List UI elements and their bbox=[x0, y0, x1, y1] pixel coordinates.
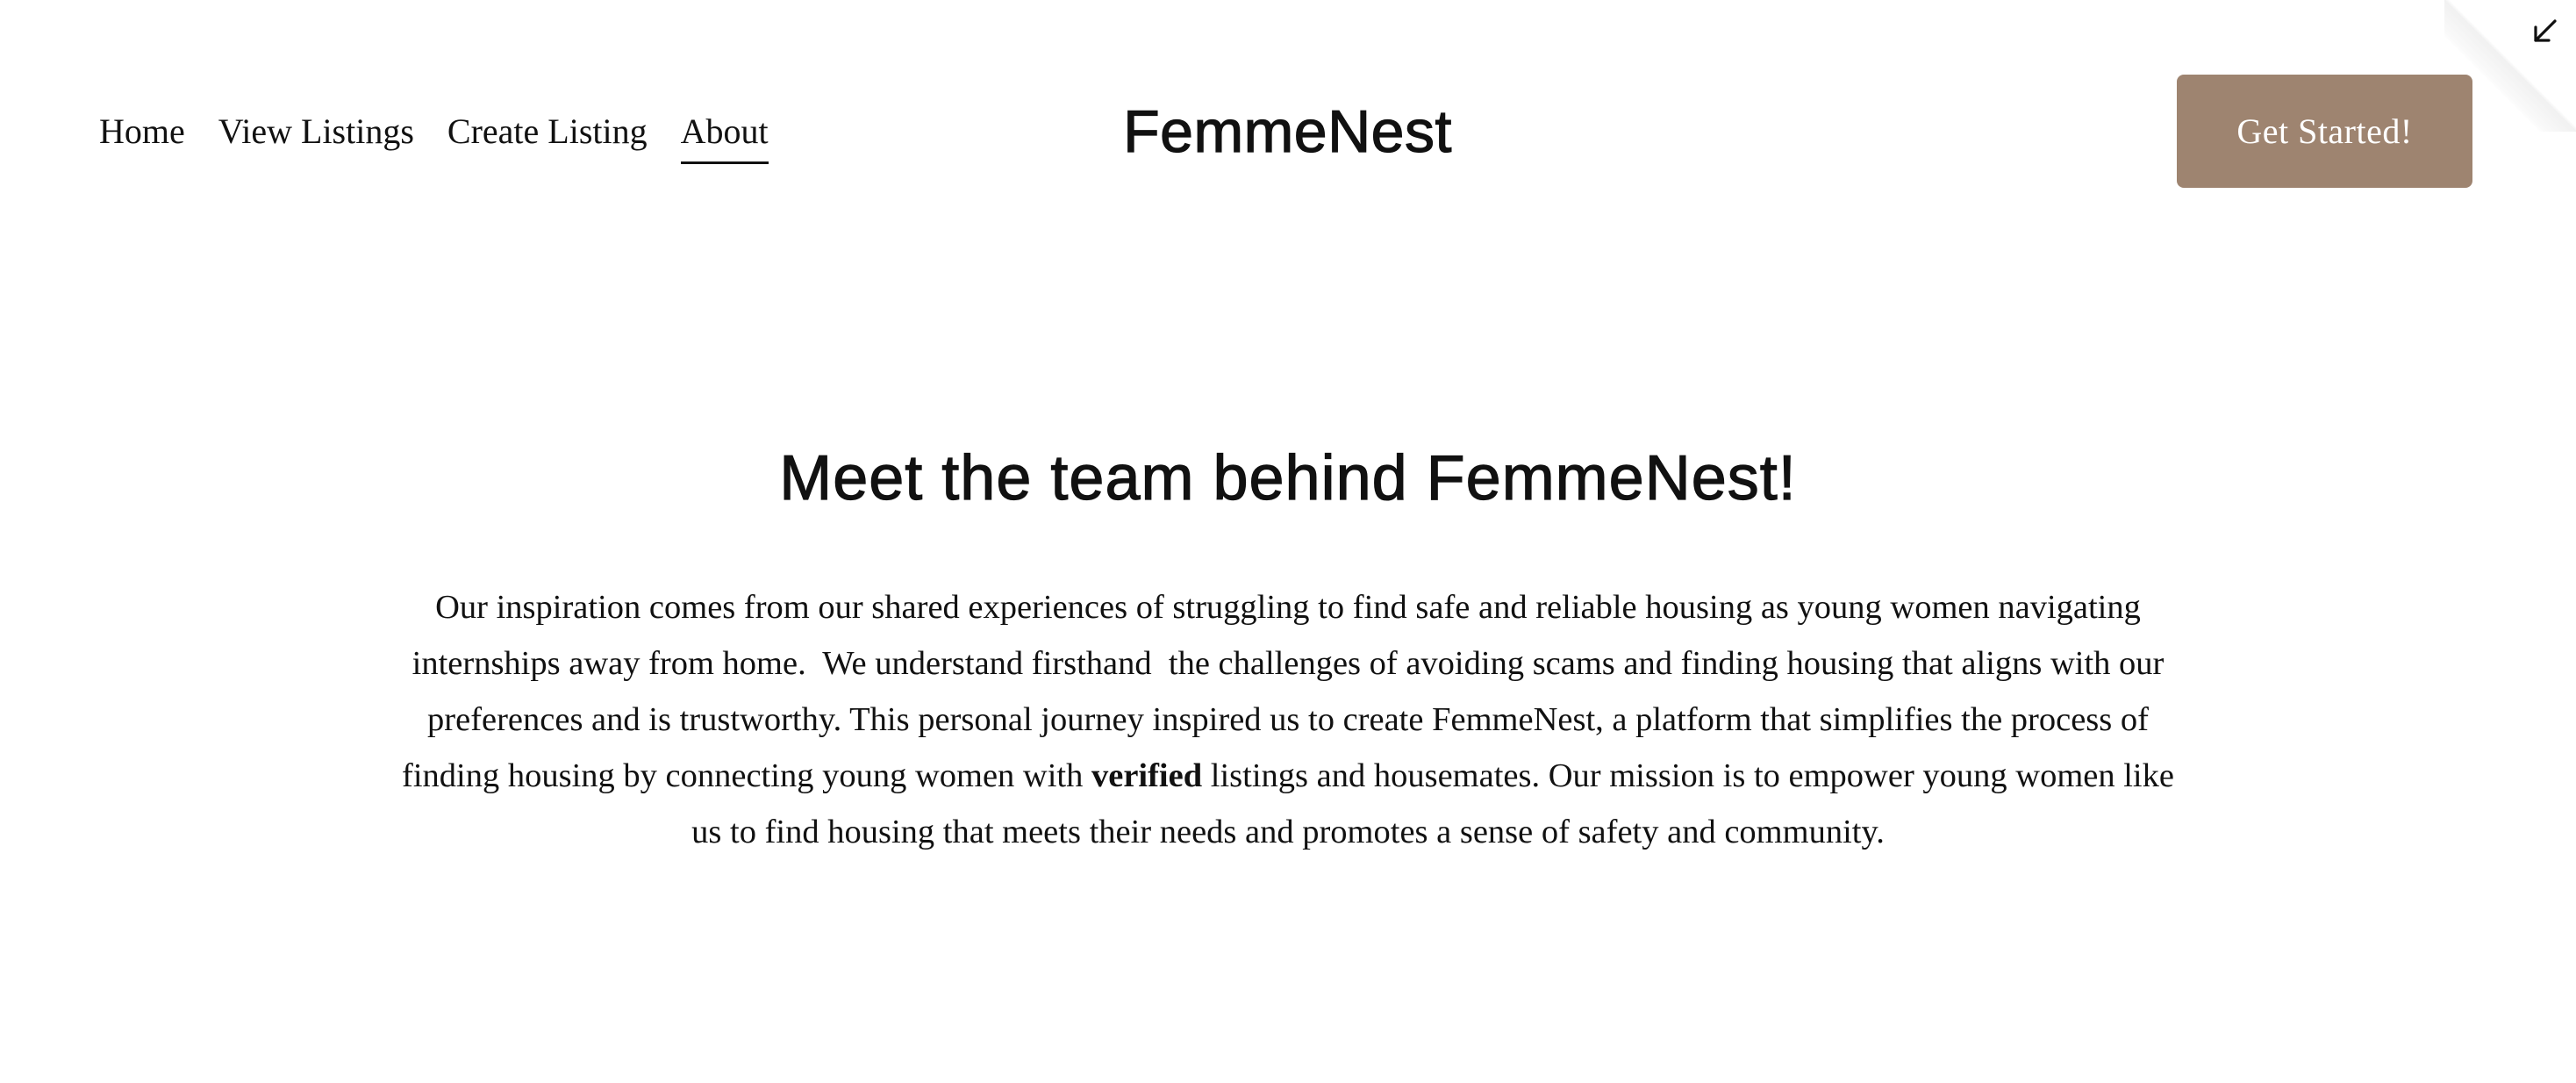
about-section bbox=[0, 421, 2576, 860]
nav-home[interactable]: Home bbox=[99, 111, 185, 151]
nav-about[interactable]: About bbox=[681, 105, 769, 164]
page-title: Meet the team behind FemmeNest! bbox=[779, 443, 1797, 513]
site-header bbox=[0, 0, 2576, 263]
main-nav bbox=[99, 105, 769, 164]
verified-emphasis: verified bbox=[1091, 757, 1203, 794]
about-paragraph bbox=[397, 579, 2183, 860]
about-paragraph-part2: listings and housemates. Our mission is to empower young women like us to find housing that meets their needs and promotes a sense of safety and community. bbox=[691, 757, 2183, 850]
nav-create-listing[interactable]: Create Listing bbox=[447, 111, 648, 151]
collapse-arrow-icon[interactable] bbox=[2529, 16, 2560, 47]
about-paragraph-part1: Our inspiration comes from our shared experiences of struggling to find safe and reliable housing as young women navigating internships away from home. We understand firsthand the challenges of avoiding scams and finding housing that aligns with our preferences and is trustworthy. This personal journey inspired us to create FemmeNest, a platform that simplifies the process of finding housing by connecting young women with bbox=[402, 589, 2172, 794]
get-started-button[interactable]: Get Started! bbox=[2177, 75, 2472, 188]
site-logo[interactable]: FemmeNest bbox=[1123, 98, 1452, 165]
nav-view-listings[interactable]: View Listings bbox=[218, 111, 414, 151]
